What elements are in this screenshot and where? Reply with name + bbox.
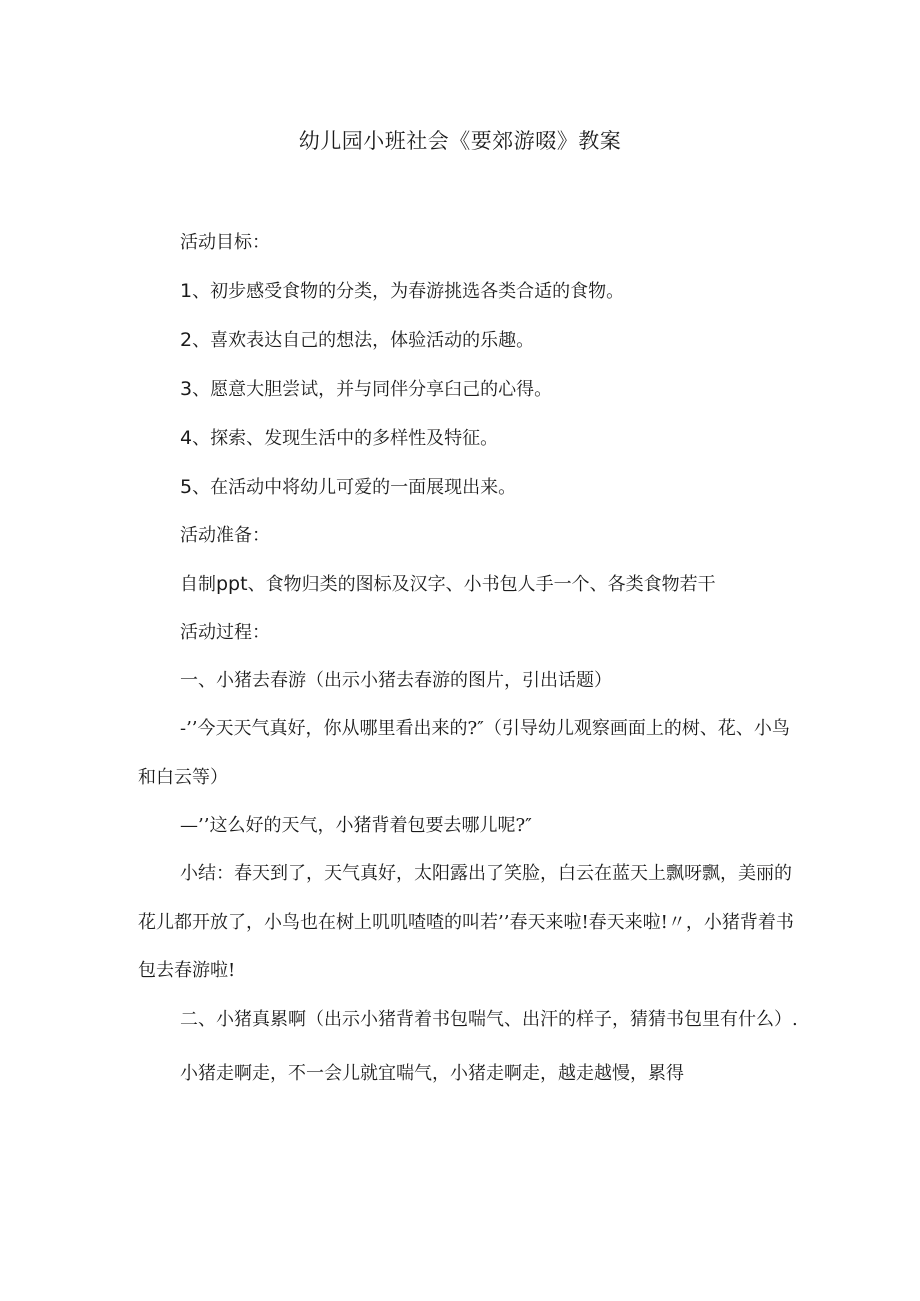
process-heading: 活动过程： [180, 622, 270, 643]
goal-number: 1 [180, 280, 193, 302]
goal-number: 3 [180, 378, 193, 400]
goal-text: 、愿意大胆尝试，并与同伴分享臼己的心得。 [192, 379, 553, 400]
goal-item-5 [138, 463, 798, 512]
document-body [138, 219, 798, 1098]
goal-number: 4 [180, 427, 193, 449]
last-paragraph: 小猪走啊走，不一会儿就宜喘气，小猪走啊走，越走越慢，累得 [180, 1063, 684, 1084]
goal-text: 、喜欢表达自己的想法，体验活动的乐趣。 [192, 330, 535, 351]
summary-paragraph: 小结：春天到了，天气真好，太阳露出了笑脸，白云在蓝天上飘呀飘，美丽的花儿都开放了，小鸟也在树上叽叽喳喳的叫若’’春天来啦!春天来啦!〃，小猪背着书包去春游啦! [138, 863, 794, 981]
question-2: —’’这么好的天气，小猪背着包要去哪儿呢?″ [180, 815, 532, 836]
goal-item-1 [138, 267, 798, 316]
goal-item-4 [138, 414, 798, 463]
prep-prefix: 自制 [180, 574, 216, 595]
step1-heading: 一、小猪去春游（出示小猪去春游的图片，引出话题） [180, 670, 612, 691]
question-1: -’’今天天气真好，你从哪里看出来的?″（引导幼儿观察画面上的树、花、小鸟和白云等） [138, 718, 790, 788]
prep-latin: ppt [216, 573, 248, 595]
goal-item-2 [138, 316, 798, 365]
prep-heading: 活动准备： [180, 525, 270, 546]
goal-item-3 [138, 365, 798, 414]
goals-heading: 活动目标： [180, 232, 270, 253]
step2-heading: 二、小猪真累啊（出示小猪背着书包喘气、出汗的样子，猜猜书包里有什么）. [180, 1008, 798, 1030]
goal-text: 、探索、发现生活中的多样性及特征。 [192, 428, 499, 449]
goal-number: 5 [180, 476, 193, 498]
document-title: 幼儿园小班社会《要郊游啜》教案 [298, 129, 622, 153]
goal-text: 、在活动中将幼儿可爱的一面展现出来。 [192, 477, 517, 498]
prep-suffix: 、食物归类的图标及汉字、小书包人手一个、各类食物若干 [247, 574, 716, 595]
goal-number: 2 [180, 329, 193, 351]
goal-text: 、初步感受食物的分类，为春游挑选各类合适的食物。 [192, 281, 625, 302]
prep-text [138, 560, 798, 609]
